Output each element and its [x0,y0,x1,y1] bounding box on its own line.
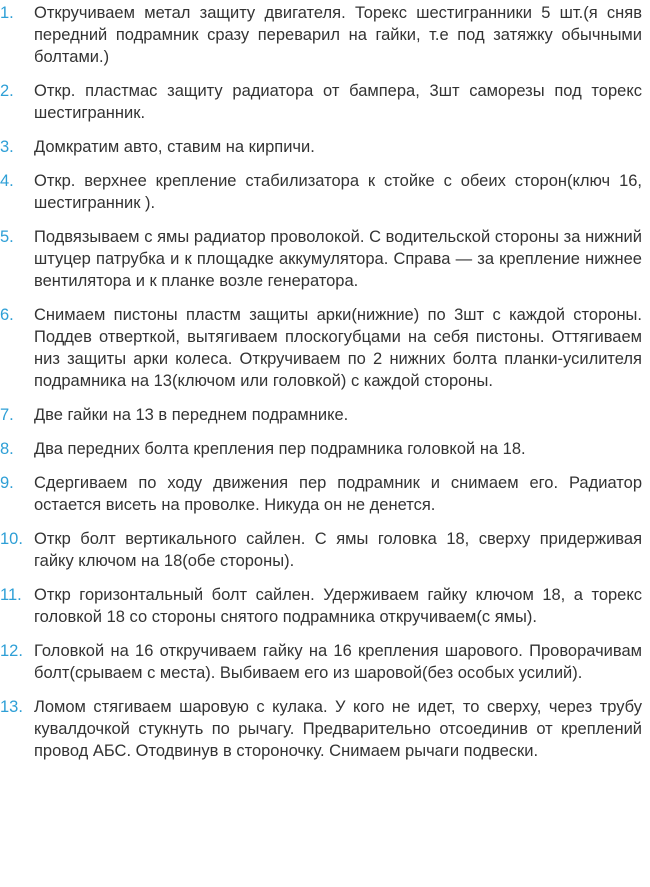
step-item [0,472,650,516]
step-number: 4. [0,172,14,190]
step-text: Откр. пластмас защиту радиатора от бампера, 3шт саморезы под торекс шестигранник. [34,82,642,122]
step-item [0,136,650,158]
step-number: 13. [0,698,23,716]
step-number: 7. [0,406,14,424]
step-number: 3. [0,138,14,156]
instruction-steps-list [0,2,650,774]
step-text: Откр. верхнее крепление стабилизатора к стойке с обеих сторон(ключ 16, шестигранник ). [34,172,642,212]
step-text: Головкой на 16 откручиваем гайку на 16 крепления шарового. Проворачивам болт(срываем с места). Выбиваем его из шаровой(без особых усилий). [34,642,642,682]
step-item [0,696,650,762]
step-item [0,304,650,392]
step-text: Снимаем пистоны пластм защиты арки(нижние) по 3шт с каждой стороны. Поддев отверткой, вытягиваем плоскогубцами на себя пистоны. Оттягиваем низ защиты арки колеса. Откручиваем по 2 нижних болта планки-усилителя подрамника на 13(ключом или головкой) с каждой стороны. [34,306,642,390]
step-number: 1. [0,4,14,22]
step-item [0,2,650,68]
step-item [0,528,650,572]
step-number: 10. [0,530,23,548]
step-number: 6. [0,306,14,324]
step-number: 12. [0,642,23,660]
step-text: Два передних болта крепления пер подрамника головкой на 18. [34,440,526,458]
step-text: Подвязываем с ямы радиатор проволокой. С водительской стороны за нижний штуцер патрубка и к площадке аккумулятора. Справа — за крепление нижнее вентилятора и к планке возле генератора. [34,228,642,290]
step-text: Откр болт вертикального сайлен. С ямы головка 18, сверху придерживая гайку ключом на 18(обе стороны). [34,530,642,570]
step-number: 11. [0,586,22,604]
step-text: Ломом стягиваем шаровую с кулака. У кого не идет, то сверху, через трубу кувалдочкой стукнуть по рычагу. Предварительно отсоединив от креплений провод АБС. Отодвинув в стороночку. Снимаем рычаги подвески. [34,698,642,760]
step-item [0,226,650,292]
step-item [0,584,650,628]
step-number: 8. [0,440,14,458]
step-number: 5. [0,228,14,246]
step-item [0,80,650,124]
step-item [0,438,650,460]
step-item [0,404,650,426]
step-number: 9. [0,474,14,492]
step-item [0,640,650,684]
step-text: Откр горизонтальный болт сайлен. Удерживаем гайку ключом 18, а торекс головкой 18 со стороны снятого подрамника откручиваем(с ямы). [34,586,642,626]
step-text: Сдергиваем по ходу движения пер подрамник и снимаем его. Радиатор остается висеть на проволке. Никуда он не денется. [34,474,642,514]
step-text: Откручиваем метал защиту двигателя. Торекс шестигранники 5 шт.(я сняв передний подрамник сразу переварил на гайки, т.е под затяжку обычными болтами.) [34,4,642,66]
step-text: Домкратим авто, ставим на кирпичи. [34,138,315,156]
step-item [0,170,650,214]
step-number: 2. [0,82,14,100]
step-text: Две гайки на 13 в переднем подрамнике. [34,406,349,424]
